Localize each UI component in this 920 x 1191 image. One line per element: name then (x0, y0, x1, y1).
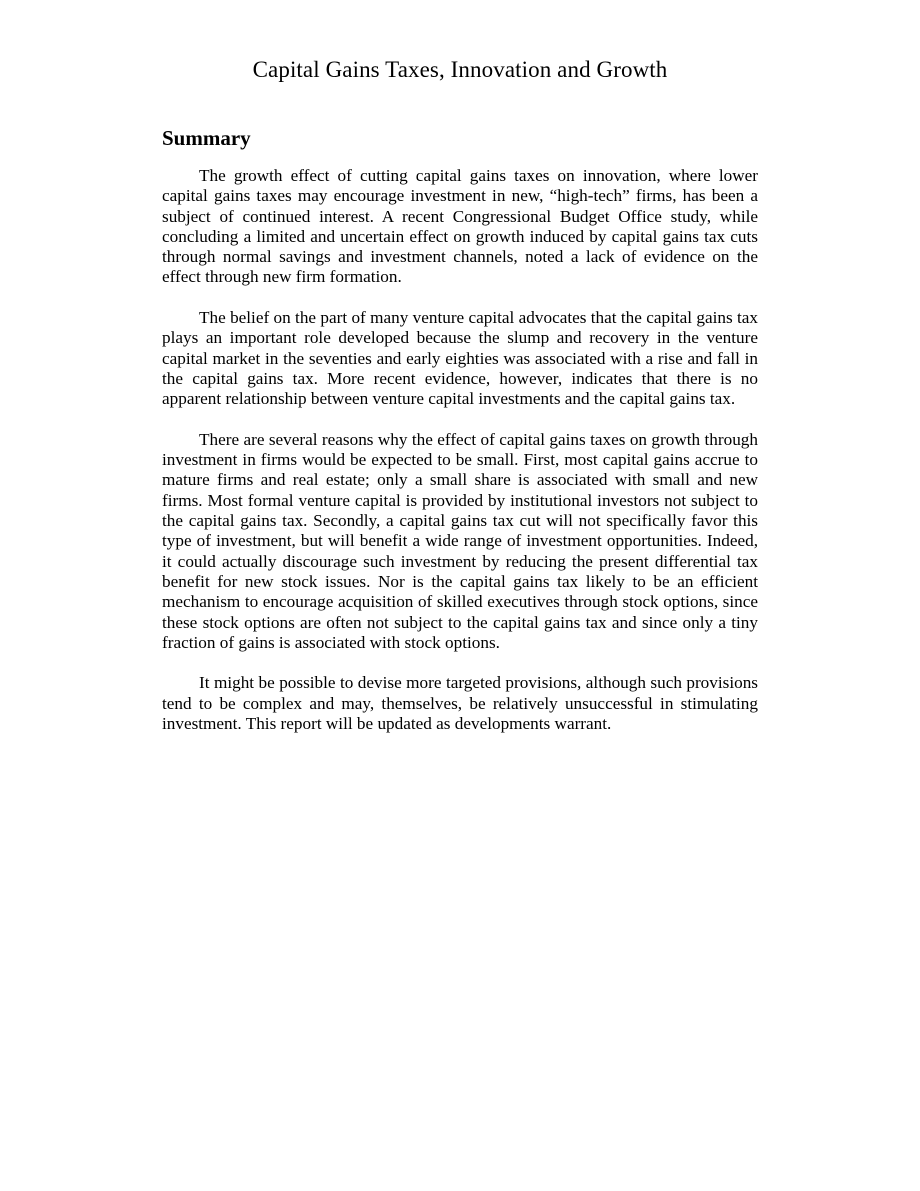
summary-paragraph-1: The growth effect of cutting capital gains taxes on innovation, where lower capital gains taxes may encourage investment in new, “high-tech” firms, has been a subject of continued interest. A recent Congressional Budget Office study, while concluding a limited and uncertain effect on growth induced by capital gains tax cuts through normal savings and investment channels, noted a lack of evidence on the effect through new firm formation. (162, 166, 758, 287)
summary-paragraph-2: The belief on the part of many venture capital advocates that the capital gains tax plays an important role developed because the slump and recovery in the venture capital market in the seventies and early eighties was associated with a rise and fall in the capital gains tax. More recent evidence, however, indicates that there is no apparent relationship between venture capital investments and the capital gains tax. (162, 308, 758, 409)
summary-body (162, 166, 758, 734)
document-title: Capital Gains Taxes, Innovation and Growth (252, 57, 668, 82)
summary-paragraph-3: There are several reasons why the effect of capital gains taxes on growth through investment in firms would be expected to be small. First, most capital gains accrue to mature firms and real estate; only a small share is associated with small and new firms. Most formal venture capital is provided by institutional investors not subject to the capital gains tax. Secondly, a capital gains tax cut will not specifically favor this type of investment, but will benefit a wide range of investment opportunities. Indeed, it could actually discourage such investment by reducing the present differential tax benefit for new stock issues. Nor is the capital gains tax likely to be an efficient mechanism to encourage acquisition of skilled executives through stock options, since these stock options are often not subject to the capital gains tax and since only a tiny fraction of gains is associated with stock options. (162, 429, 758, 652)
document-page (162, 54, 758, 755)
summary-heading: Summary (162, 126, 251, 150)
summary-paragraph-4: It might be possible to devise more targeted provisions, although such provisions tend to be complex and may, themselves, be relatively unsuccessful in stimulating investment. This report will be updated as developments warrant. (162, 673, 758, 734)
